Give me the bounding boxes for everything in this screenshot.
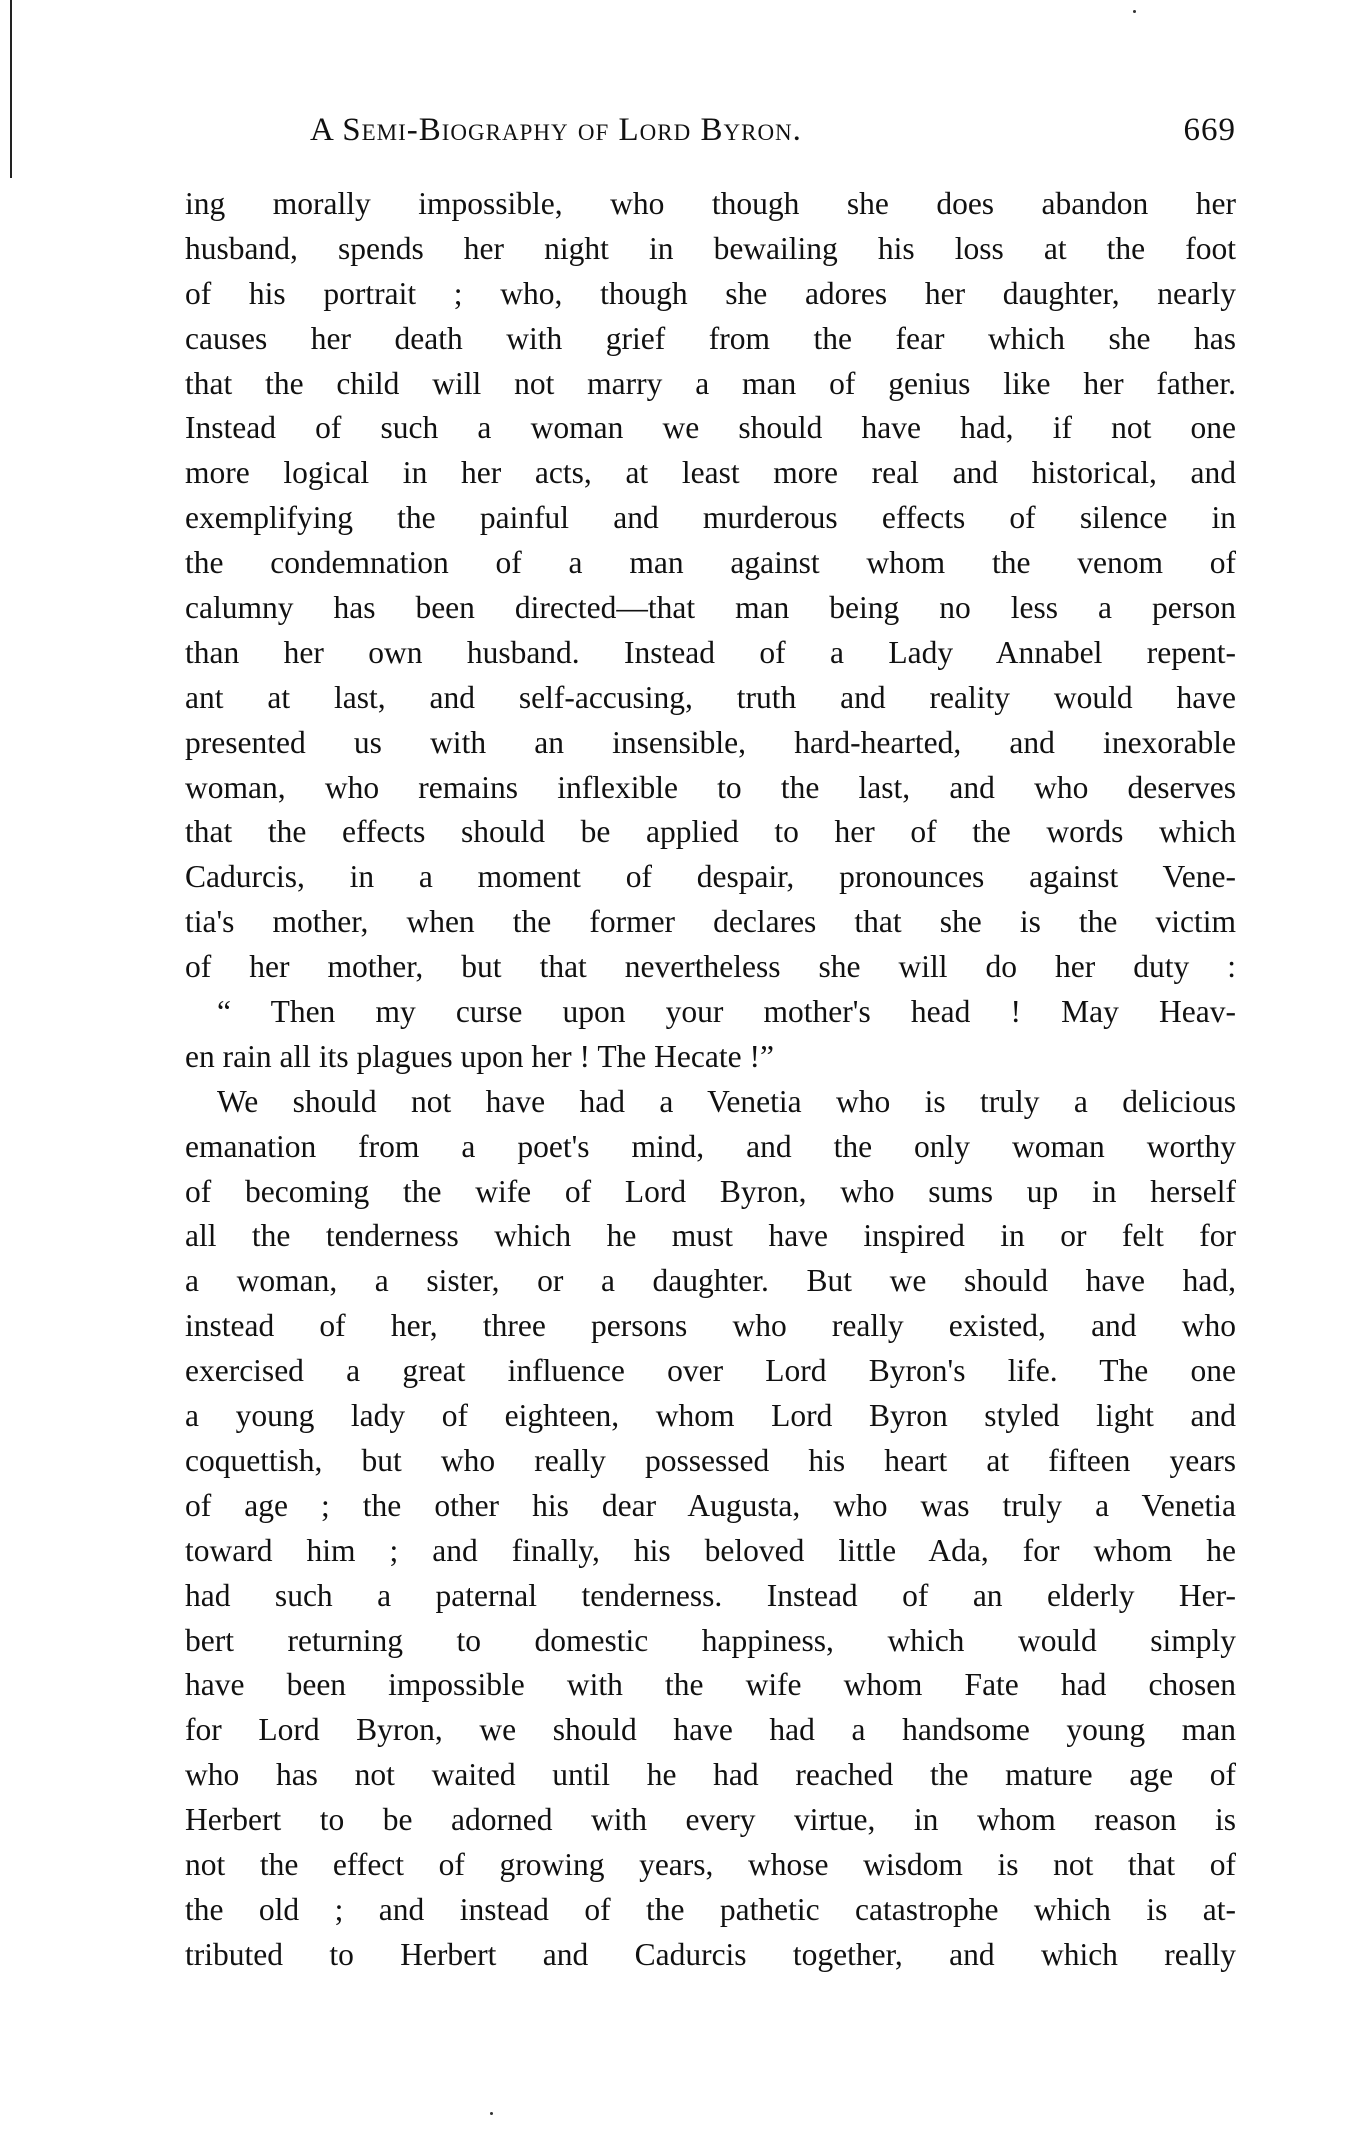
text-line: had such a paternal tenderness. Instead of an elderly Her- <box>185 1577 1236 1613</box>
scan-speck <box>1133 10 1136 13</box>
text-line: woman, who remains inflexible to the last, and who deserves <box>185 769 1236 805</box>
text-line: of becoming the wife of Lord Byron, who sums up in herself <box>185 1173 1236 1209</box>
text-line: husband, spends her night in bewailing his loss at the foot <box>185 230 1236 266</box>
scan-speck <box>490 2112 493 2115</box>
text-line: exemplifying the painful and murderous effects of silence in <box>185 500 1236 536</box>
text-line: than her own husband. Instead of a Lady Annabel repent- <box>185 634 1236 670</box>
text-line: causes her death with grief from the fear which she has <box>185 320 1236 356</box>
text-line: more logical in her acts, at least more real and historical, and <box>185 455 1236 491</box>
text-line: coquettish, but who really possessed his heart at fifteen years <box>185 1442 1236 1478</box>
page-number: 669 <box>1183 112 1236 148</box>
text-line: instead of her, three persons who really existed, and who <box>185 1308 1236 1344</box>
body-text <box>185 182 1236 1978</box>
text-line: tributed to Herbert and Cadurcis together, and which really <box>185 1936 1236 1972</box>
text-line: of age ; the other his dear Augusta, who was truly a Venetia <box>185 1487 1236 1523</box>
text-line: tia's mother, when the former declares that she is the victim <box>185 904 1236 940</box>
text-line: “ Then my curse upon your mother's head ! May Heav- <box>217 994 1236 1030</box>
text-line: for Lord Byron, we should have had a handsome young man <box>185 1712 1236 1748</box>
text-line: all the tenderness which he must have inspired in or felt for <box>185 1218 1236 1254</box>
text-line: who has not waited until he had reached the mature age of <box>185 1757 1236 1793</box>
text-line: emanation from a poet's mind, and the only woman worthy <box>185 1128 1236 1164</box>
text-line: that the effects should be applied to her of the words which <box>185 814 1236 850</box>
text-line: not the effect of growing years, whose wisdom is not that of <box>185 1846 1236 1882</box>
text-line: ing morally impossible, who though she does abandon her <box>185 186 1236 221</box>
text-line: We should not have had a Venetia who is truly a delicious <box>217 1083 1236 1119</box>
text-line: that the child will not marry a man of genius like her father. <box>185 365 1236 401</box>
text-line: Instead of such a woman we should have had, if not one <box>185 410 1236 446</box>
running-title: A Semi-Biography of Lord Byron. <box>310 112 802 148</box>
text-line: of her mother, but that nevertheless she will do her duty : <box>185 949 1236 985</box>
text-line: a young lady of eighteen, whom Lord Byron styled light and <box>185 1398 1236 1434</box>
text-line: a woman, a sister, or a daughter. But we should have had, <box>185 1263 1236 1299</box>
text-line: en rain all its plagues upon her ! The Hecate !” <box>185 1038 774 1074</box>
text-line: Herbert to be adorned with every virtue, in whom reason is <box>185 1802 1236 1838</box>
text-line: of his portrait ; who, though she adores her daughter, nearly <box>185 275 1236 311</box>
text-line: Cadurcis, in a moment of despair, pronounces against Vene- <box>185 859 1236 895</box>
text-line: have been impossible with the wife whom Fate had chosen <box>185 1667 1236 1703</box>
text-line: the old ; and instead of the pathetic catastrophe which is at- <box>185 1891 1236 1927</box>
text-line: bert returning to domestic happiness, which would simply <box>185 1622 1236 1658</box>
running-header <box>310 112 1236 162</box>
text-line: the condemnation of a man against whom the venom of <box>185 545 1236 581</box>
page-edge-line <box>10 0 12 178</box>
text-line: ant at last, and self-accusing, truth and reality would have <box>185 679 1236 715</box>
text-line: calumny has been directed—that man being no less a person <box>185 590 1236 626</box>
text-line: presented us with an insensible, hard-hearted, and inexorable <box>185 724 1236 760</box>
text-line: exercised a great influence over Lord Byron's life. The one <box>185 1353 1236 1389</box>
text-line: toward him ; and finally, his beloved little Ada, for whom he <box>185 1532 1236 1568</box>
